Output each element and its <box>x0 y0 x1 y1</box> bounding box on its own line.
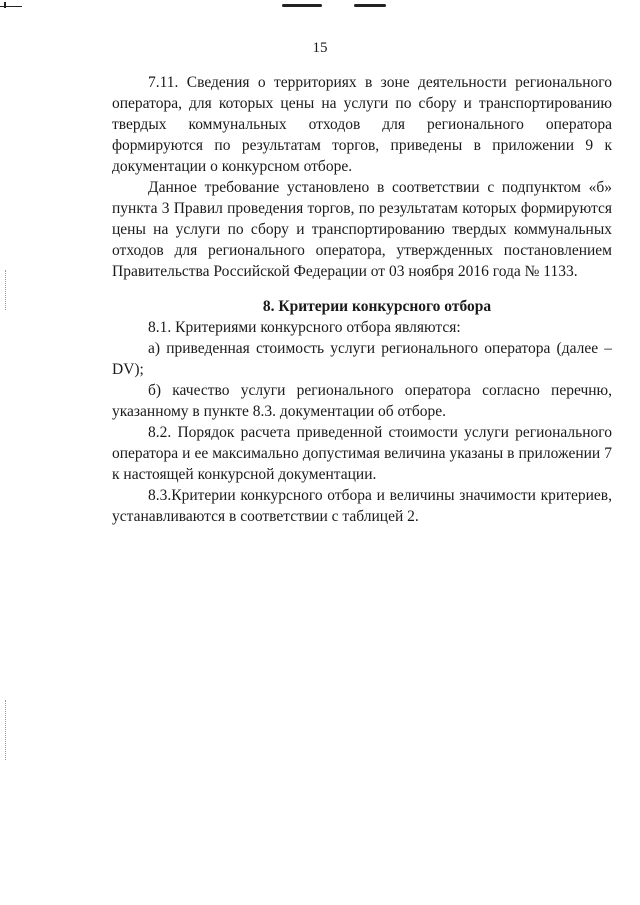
scan-mark-top-left-2 <box>4 2 6 8</box>
paragraph-8-1: 8.1. Критериями конкурсного отбора являются: <box>148 319 461 336</box>
list-item-a: а) приведенная стоимость услуги регионального оператора (далее – DV); <box>112 340 612 378</box>
paragraph-8-2: 8.2. Порядок расчета приведенной стоимости услуги регионального оператора и ее максимально допустимая величина указаны в приложении 7 к настоящей конкурсной документации. <box>112 424 612 483</box>
scan-mark-top-center-2 <box>354 4 386 7</box>
section-8-heading: 8. Критерии конкурсного отбора <box>262 298 492 315</box>
section-7-text <box>112 72 612 282</box>
paragraph-requirement: Данное требование установлено в соответствии с подпунктом «б» пункта 3 Правил проведения торгов, по результатам которых формируются цены на услуги по сбору и транспортированию твердых коммунальных отходов для регионального оператора, утвержденных постановлением Правительства Российской Федерации от 03 ноября 2016 года № 1133. <box>112 179 612 280</box>
list-item-b: б) качество услуги регионального оператора согласно перечню, указанному в пункте 8.3. документации об отборе. <box>112 382 612 420</box>
paragraph-7-11: 7.11. Сведения о территориях в зоне деятельности регионального оператора, для которых цены на услуги по сбору и транспортированию твердых коммунальных отходов для регионального оператора формируются по результатам торгов, приведены в приложении 9 к документации о конкурсном отборе. <box>112 74 612 175</box>
margin-punch-dots-2 <box>5 700 9 760</box>
paragraph-8-3: 8.3.Критерии конкурсного отбора и величины значимости критериев, устанавливаются в соответствии с таблицей 2. <box>112 487 612 525</box>
scan-mark-top-center-1 <box>282 4 322 7</box>
section-8-text <box>112 296 612 527</box>
page-number: 15 <box>312 40 328 56</box>
margin-punch-dots-1 <box>5 270 9 310</box>
